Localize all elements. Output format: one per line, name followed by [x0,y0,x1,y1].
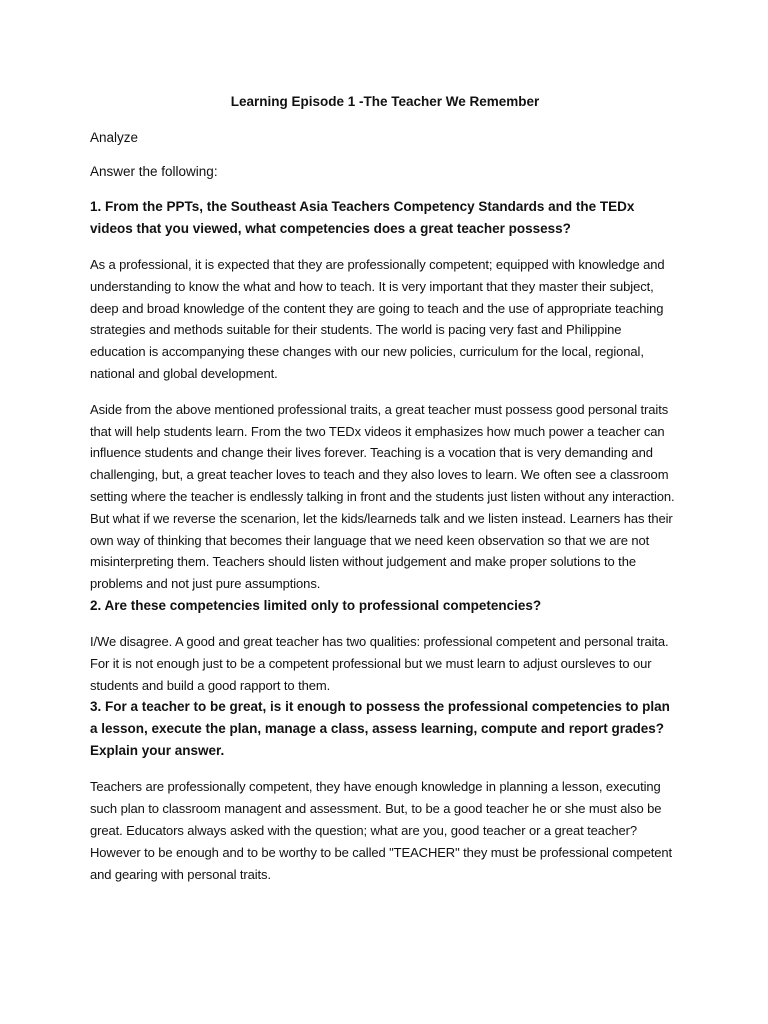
section-label-analyze: Analyze [90,130,139,145]
answer-3: Teachers are professionally competent, they have enough knowledge in planning a lesson, executing such plan to classroom managent and assessment. But, to be a good teacher he or she must also be great. Educators always asked with the question; what are you, good teacher or a great teacher? However to be enough and to be worthy to be called "TEACHER" they must be professional competent and gearing with personal traits. [90,779,673,882]
question-1: 1. From the PPTs, the Southeast Asia Teachers Competency Standards and the TEDx videos that you viewed, what competencies does a great teacher possess? [90,199,635,236]
question-2: 2. Are these competencies limited only to professional competencies? [90,597,542,613]
section-label-answer: Answer the following: [90,164,218,179]
document-title: Learning Episode 1 -The Teacher We Remember [230,94,540,109]
question-3: 3. For a teacher to be great, is it enough to possess the professional competencies to plan a lesson, execute the plan, manage a class, assess learning, compute and report grades? Explain your answer. [90,699,670,759]
answer-1-paragraph-1: As a professional, it is expected that they are professionally competent; equipped with knowledge and understanding to know the what and how to teach. It is very important that they master their subject, deep and broad knowledge of the content they are going to teach and the use of appropriate teaching strategies and methods suitable for their students. The world is pacing very fast and Philippine education is accompanying these changes with our new policies, curriculum for the local, regional, national and global development. [90,257,665,381]
document-body [90,92,680,899]
answer-1-paragraph-2: Aside from the above mentioned professional traits, a great teacher must possess good personal traits that will help students learn. From the two TEDx videos it emphasizes how much power a teacher can influence students and change their lives forever. Teaching is a vocation that is very demanding and challenging, but, a great teacher loves to teach and they also loves to learn. We often see a classroom setting where the teacher is endlessly talking in front and the students just listen without any interaction. But what if we reverse the scenarion, let the kids/learneds talk and we listen instead. Learners has their own way of thinking that becomes their language that we need keen observation so that we are not misinterpreting them. Teachers should listen without judgement and make proper solutions to the problems and not just pure assumptions. [90,401,675,592]
answer-2: I/We disagree. A good and great teacher has two qualities: professional competent and personal traita. For it is not enough just to be a competent professional but we must learn to adjust oursleves to our students and build a good rapport to them. [90,633,669,693]
